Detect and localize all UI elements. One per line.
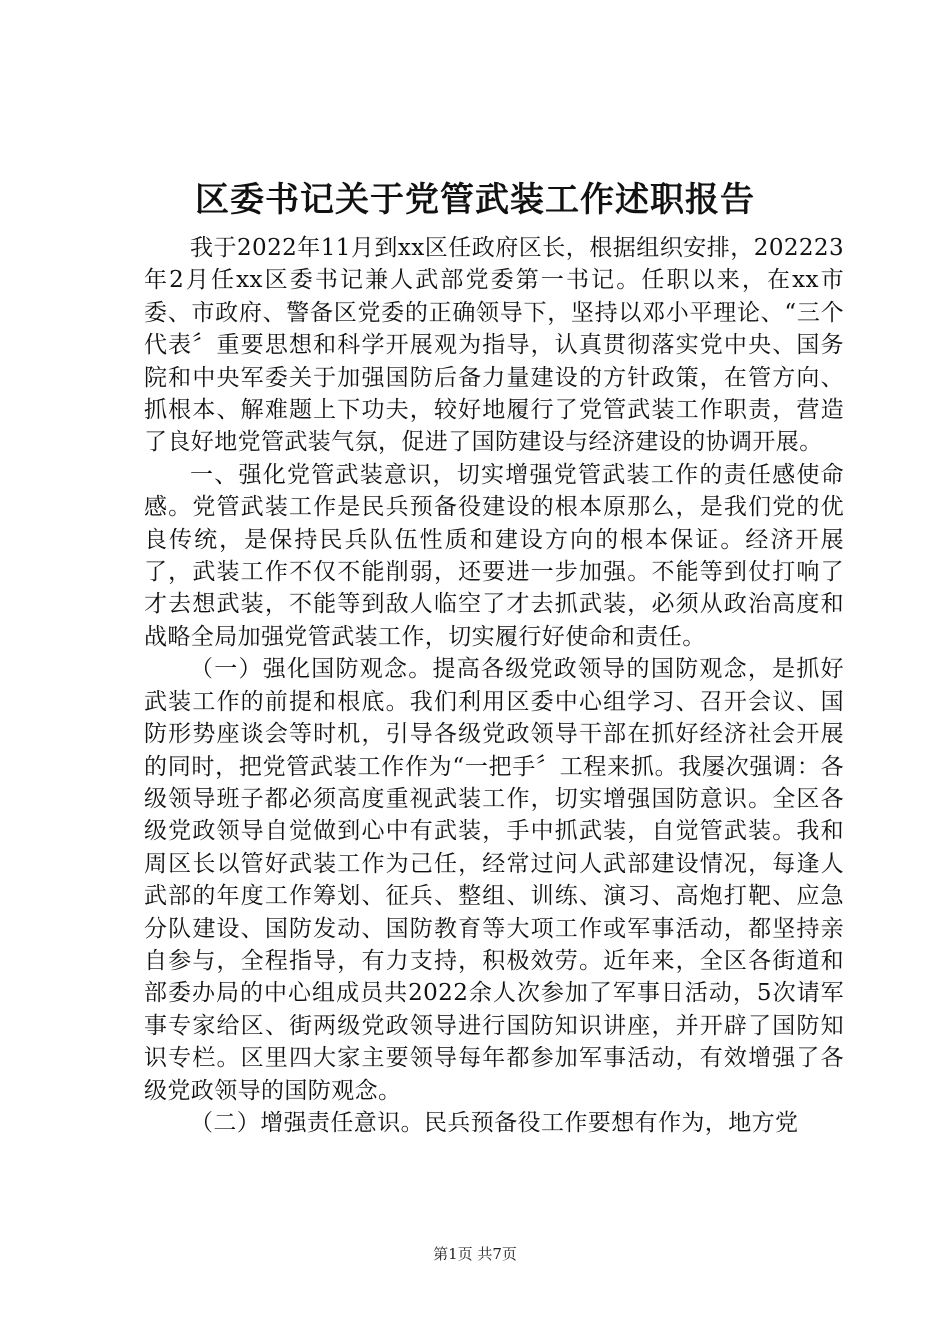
paragraph-intro: 我于2022年11月到xx区任政府区长，根据组织安排，202223年2月任xx区委书记兼人武部党委第一书记。任职以来，在xx市委、市政府、警备区党委的正确领导下，坚持以邓小平理论、“三个代表〞重要思想和科学开展观为指导，认真贯彻落实党中央、国务院和中央军委关于加强国防后备力量建设的方针政策，在管方向、抓根本、解难题上下功夫，较好地履行了党管武装工作职责，营造了良好地党管武装气氛，促进了国防建设与经济建设的协调开展。 — [144, 235, 844, 456]
document-body — [144, 232, 844, 1139]
paragraph-subsection-1: （一）强化国防观念。提高各级党政领导的国防观念，是抓好武装工作的前提和根底。我们利用区委中心组学习、召开会议、国防形势座谈会等时机，引导各级党政领导干部在抓好经济社会开展的同时，把党管武装工作作为“一把手〞工程来抓。我屡次强调：各级领导班子都必须高度重视武装工作，切实增强国防意识。全区各级党政领导自觉做到心中有武装，手中抓武装，自觉管武装。我和周区长以管好武装工作为己任，经常过问人武部建设情况，每逢人武部的年度工作筹划、征兵、整组、训练、演习、高炮打靶、应急分队建设、国防发动、国防教育等大项工作或军事活动，都坚持亲自参与，全程指导，有力支持，积极效劳。近年来，全区各街道和部委办局的中心组成员共2022余人次参加了军事日活动，5次请军事专家给区、街两级党政领导进行国防知识讲座，并开辟了国防知识专栏。区里四大家主要领导每年都参加军事活动，有效增强了各级党政领导的国防观念。 — [144, 656, 844, 1104]
paragraph-section-1: 一、强化党管武装意识，切实增强党管武装工作的责任感使命感。党管武装工作是民兵预备役建设的根本原那么，是我们党的优良传统，是保持民兵队伍性质和建设方向的根本保证。经济开展了，武装工作不仅不能削弱，还要进一步加强。不能等到仗打响了才去想武装，不能等到敌人临空了才去抓武装，必须从政治高度和战略全局加强党管武装工作，切实履行好使命和责任。 — [144, 461, 844, 650]
document-title: 区委书记关于党管武装工作述职报告 — [195, 180, 755, 220]
page-number-footer: 第1页 共7页 — [433, 1245, 517, 1263]
paragraph-subsection-2: （二）增强责任意识。民兵预备役工作要想有作为，地方党 — [190, 1109, 799, 1136]
